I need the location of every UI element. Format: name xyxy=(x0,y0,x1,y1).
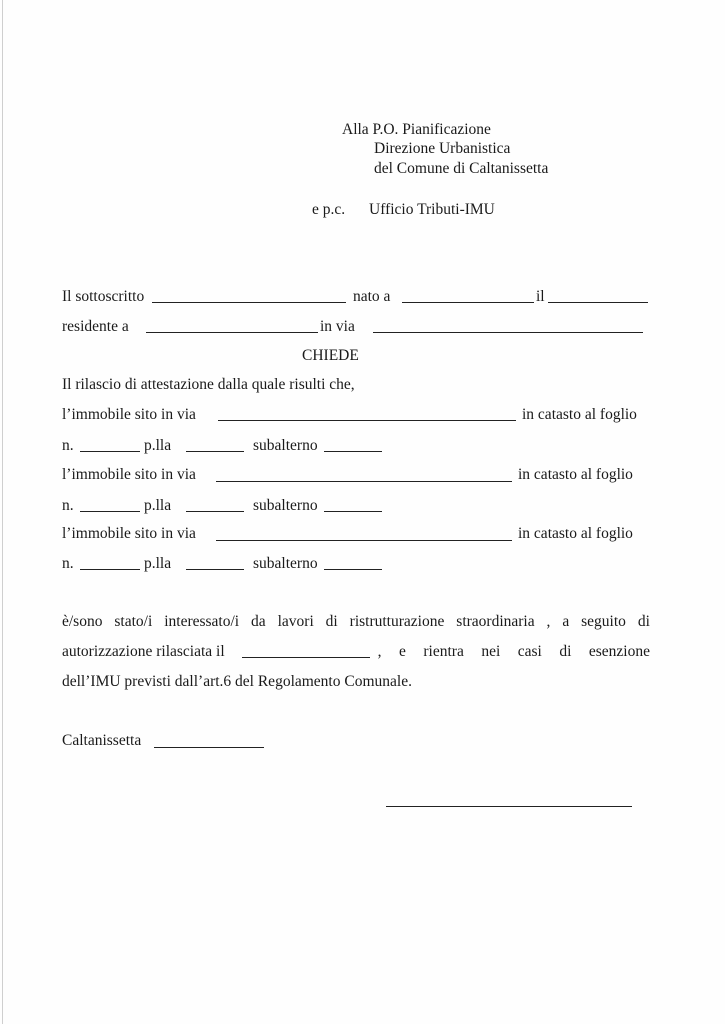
birth-date-label: il xyxy=(536,288,545,305)
property-1-sub-label: subalterno xyxy=(253,437,318,454)
property-2-n-label: n. xyxy=(62,497,74,514)
body-line-3: dell’IMU previsti dall’art.6 del Regolamento Comunale. xyxy=(62,673,412,690)
body-word: da xyxy=(251,613,266,630)
property-2-sub-field[interactable] xyxy=(324,511,382,512)
body-word: seguito xyxy=(581,613,626,630)
property-2-n-field[interactable] xyxy=(80,511,140,512)
body-word: lavori xyxy=(277,613,314,630)
residence-field[interactable] xyxy=(146,332,318,333)
property-1-cadastre-label: in catasto al foglio xyxy=(522,406,637,423)
property-3-located-label: l’immobile sito in via xyxy=(62,525,196,542)
property-3-plla-field[interactable] xyxy=(186,569,244,570)
recipient-line-2: Direzione Urbanistica xyxy=(374,140,511,157)
body-word: è/sono xyxy=(62,613,103,630)
body-word: ristrutturazione xyxy=(349,613,445,630)
body-word: interessato/i xyxy=(164,613,240,630)
recipient-line-3: del Comune di Caltanissetta xyxy=(374,160,549,177)
property-1-plla-field[interactable] xyxy=(186,451,244,452)
birthplace-field[interactable] xyxy=(402,302,534,303)
property-3-sub-label: subalterno xyxy=(253,555,318,572)
signature-field[interactable] xyxy=(386,806,632,807)
property-2-sub-label: subalterno xyxy=(253,497,318,514)
property-3-sub-field[interactable] xyxy=(324,569,382,570)
name-field[interactable] xyxy=(152,302,346,303)
undersigned-label: Il sottoscritto xyxy=(62,288,145,305)
property-3-n-label: n. xyxy=(62,555,74,572)
property-2-street-field[interactable] xyxy=(216,481,512,482)
body-word: , xyxy=(377,643,382,660)
body-word: stato/i xyxy=(114,613,153,630)
property-3-n-field[interactable] xyxy=(80,569,140,570)
body-word: , xyxy=(546,613,551,630)
street-field[interactable] xyxy=(373,332,643,333)
birth-date-field[interactable] xyxy=(548,302,648,303)
date-field[interactable] xyxy=(154,747,264,748)
recipient-line-1: Alla P.O. Pianificazione xyxy=(342,121,491,138)
property-2-plla-field[interactable] xyxy=(186,511,244,512)
authorization-label: autorizzazione rilasciata il xyxy=(62,643,225,660)
body-line-1 xyxy=(62,613,650,631)
cc-label: e p.c. xyxy=(312,201,346,218)
body-word: straordinaria xyxy=(456,613,535,630)
property-1-n-label: n. xyxy=(62,437,74,454)
body-word: di xyxy=(559,643,572,660)
body-word: esenzione xyxy=(588,643,650,660)
authorization-date-field[interactable] xyxy=(242,643,370,658)
cc-office: Ufficio Tributi-IMU xyxy=(369,201,495,218)
property-3-street-field[interactable] xyxy=(216,540,512,541)
property-2-located-label: l’immobile sito in via xyxy=(62,466,196,483)
body-word: di xyxy=(325,613,338,630)
request-heading: CHIEDE xyxy=(302,347,359,364)
property-1-street-field[interactable] xyxy=(218,420,516,421)
resident-label: residente a xyxy=(62,318,129,335)
property-3-cadastre-label: in catasto al foglio xyxy=(518,525,633,542)
property-2-plla-label: p.lla xyxy=(144,497,172,514)
body-word: e xyxy=(399,643,406,660)
place-label: Caltanissetta xyxy=(62,732,142,749)
request-intro: Il rilascio di attestazione dalla quale risulti che, xyxy=(62,376,355,393)
property-1-located-label: l’immobile sito in via xyxy=(62,406,196,423)
body-line-2 xyxy=(62,643,650,661)
body-word: rientra xyxy=(423,643,464,660)
body-word: nei xyxy=(481,643,501,660)
property-2-cadastre-label: in catasto al foglio xyxy=(518,466,633,483)
born-in-label: nato a xyxy=(353,288,391,305)
property-1-plla-label: p.lla xyxy=(144,437,172,454)
property-3-plla-label: p.lla xyxy=(144,555,172,572)
body-word: di xyxy=(637,613,650,630)
street-label: in via xyxy=(320,318,355,335)
body-word: a xyxy=(562,613,570,630)
body-word: casi xyxy=(517,643,542,660)
scan-edge xyxy=(2,0,3,1024)
property-1-sub-field[interactable] xyxy=(324,451,382,452)
property-1-n-field[interactable] xyxy=(80,451,140,452)
